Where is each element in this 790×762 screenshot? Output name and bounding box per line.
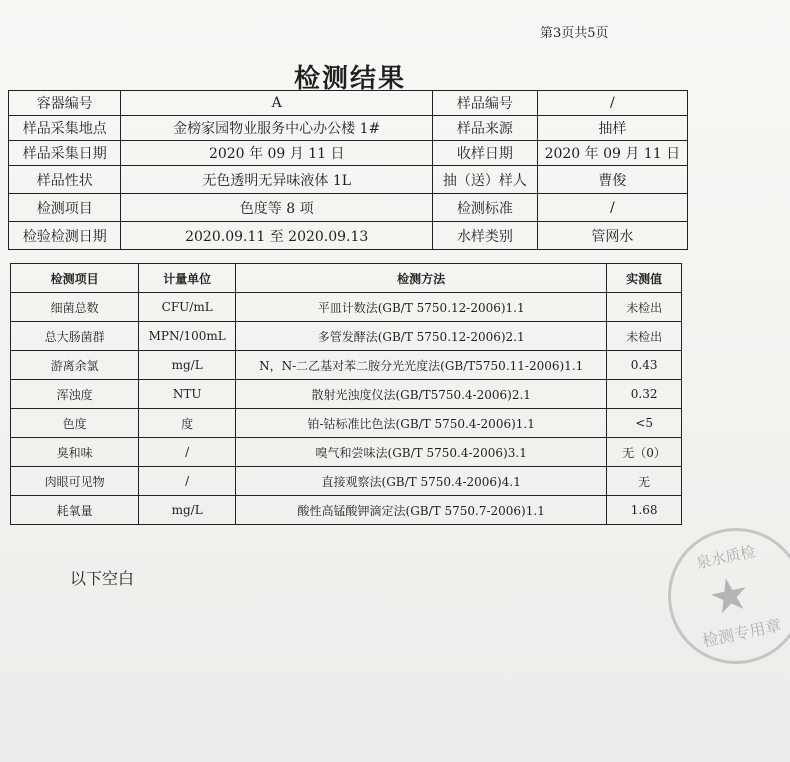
table-row <box>11 351 682 380</box>
table-row <box>11 293 682 322</box>
receive-date-label: 收样日期 <box>433 141 538 166</box>
results-header-row <box>11 264 682 293</box>
table-row <box>11 438 682 467</box>
value-cell: 无（0） <box>607 438 682 467</box>
receive-date-value: 2020 年 09 月 11 日 <box>537 141 687 166</box>
method-cell: N，N-二乙基对苯二胺分光光度法(GB/T5750.11-2006)1.1 <box>236 351 607 380</box>
trait-value: 无色透明无异味液体 1L <box>121 166 433 194</box>
test-date-value: 2020.09.11 至 2020.09.13 <box>121 222 433 250</box>
standard-label: 检测标准 <box>433 194 538 222</box>
container-no-value: A <box>121 91 433 116</box>
standard-value: / <box>537 194 687 222</box>
value-cell: 1.68 <box>607 496 682 525</box>
info-row <box>9 116 688 141</box>
item-cell: 耗氧量 <box>11 496 139 525</box>
unit-cell: 度 <box>139 409 236 438</box>
seal-top-text: 泉水质检 <box>694 542 757 573</box>
header-method: 检测方法 <box>236 264 607 293</box>
unit-cell: CFU/mL <box>139 293 236 322</box>
value-cell: <5 <box>607 409 682 438</box>
table-row <box>11 322 682 351</box>
collect-date-value: 2020 年 09 月 11 日 <box>121 141 433 166</box>
item-cell: 总大肠菌群 <box>11 322 139 351</box>
item-cell: 游离余氯 <box>11 351 139 380</box>
method-cell: 多管发酵法(GB/T 5750.12-2006)2.1 <box>236 322 607 351</box>
page-title: 检测结果 <box>293 64 406 94</box>
table-row <box>11 496 682 525</box>
container-no-label: 容器编号 <box>9 91 121 116</box>
table-row <box>11 409 682 438</box>
info-row <box>9 194 688 222</box>
unit-cell: / <box>139 467 236 496</box>
table-row <box>11 467 682 496</box>
info-row <box>9 91 688 116</box>
method-cell: 铂-钴标准比色法(GB/T 5750.4-2006)1.1 <box>236 409 607 438</box>
sample-no-label: 样品编号 <box>433 91 538 116</box>
unit-cell: / <box>139 438 236 467</box>
value-cell: 0.32 <box>607 380 682 409</box>
item-cell: 臭和味 <box>11 438 139 467</box>
item-cell: 肉眼可见物 <box>11 467 139 496</box>
value-cell: 未检出 <box>607 293 682 322</box>
water-type-value: 管网水 <box>537 222 687 250</box>
unit-cell: NTU <box>139 380 236 409</box>
sample-no-value: / <box>537 91 687 116</box>
items-value: 色度等 8 项 <box>121 194 433 222</box>
method-cell: 嗅气和尝味法(GB/T 5750.4-2006)3.1 <box>236 438 607 467</box>
value-cell: 未检出 <box>607 322 682 351</box>
source-value: 抽样 <box>537 116 687 141</box>
method-cell: 平皿计数法(GB/T 5750.12-2006)1.1 <box>236 293 607 322</box>
value-cell: 0.43 <box>607 351 682 380</box>
source-label: 样品来源 <box>433 116 538 141</box>
page-number: 第3页共5页 <box>540 26 609 41</box>
trait-label: 样品性状 <box>9 166 121 194</box>
seal-bottom-text: 检测专用章 <box>700 615 783 651</box>
unit-cell: mg/L <box>139 496 236 525</box>
info-row <box>9 222 688 250</box>
method-cell: 直接观察法(GB/T 5750.4-2006)4.1 <box>236 467 607 496</box>
header-item: 检测项目 <box>11 264 139 293</box>
method-cell: 酸性高锰酸钾滴定法(GB/T 5750.7-2006)1.1 <box>236 496 607 525</box>
header-value: 实测值 <box>607 264 682 293</box>
info-row <box>9 141 688 166</box>
sender-label: 抽（送）样人 <box>433 166 538 194</box>
unit-cell: MPN/100mL <box>139 322 236 351</box>
item-cell: 细菌总数 <box>11 293 139 322</box>
item-cell: 色度 <box>11 409 139 438</box>
star-icon: ★ <box>703 564 756 627</box>
official-seal <box>655 515 790 676</box>
results-table <box>10 263 682 525</box>
items-label: 检测项目 <box>9 194 121 222</box>
method-cell: 散射光浊度仪法(GB/T5750.4-2006)2.1 <box>236 380 607 409</box>
sender-value: 曹俊 <box>537 166 687 194</box>
info-row <box>9 166 688 194</box>
collect-date-label: 样品采集日期 <box>9 141 121 166</box>
item-cell: 浑浊度 <box>11 380 139 409</box>
table-row <box>11 380 682 409</box>
value-cell: 无 <box>607 467 682 496</box>
location-value: 金榜家园物业服务中心办公楼 1# <box>121 116 433 141</box>
water-type-label: 水样类别 <box>433 222 538 250</box>
test-date-label: 检验检测日期 <box>9 222 121 250</box>
location-label: 样品采集地点 <box>9 116 121 141</box>
blank-note: 以下空白 <box>70 569 135 588</box>
unit-cell: mg/L <box>139 351 236 380</box>
header-unit: 计量单位 <box>139 264 236 293</box>
sample-info-table <box>8 90 688 250</box>
